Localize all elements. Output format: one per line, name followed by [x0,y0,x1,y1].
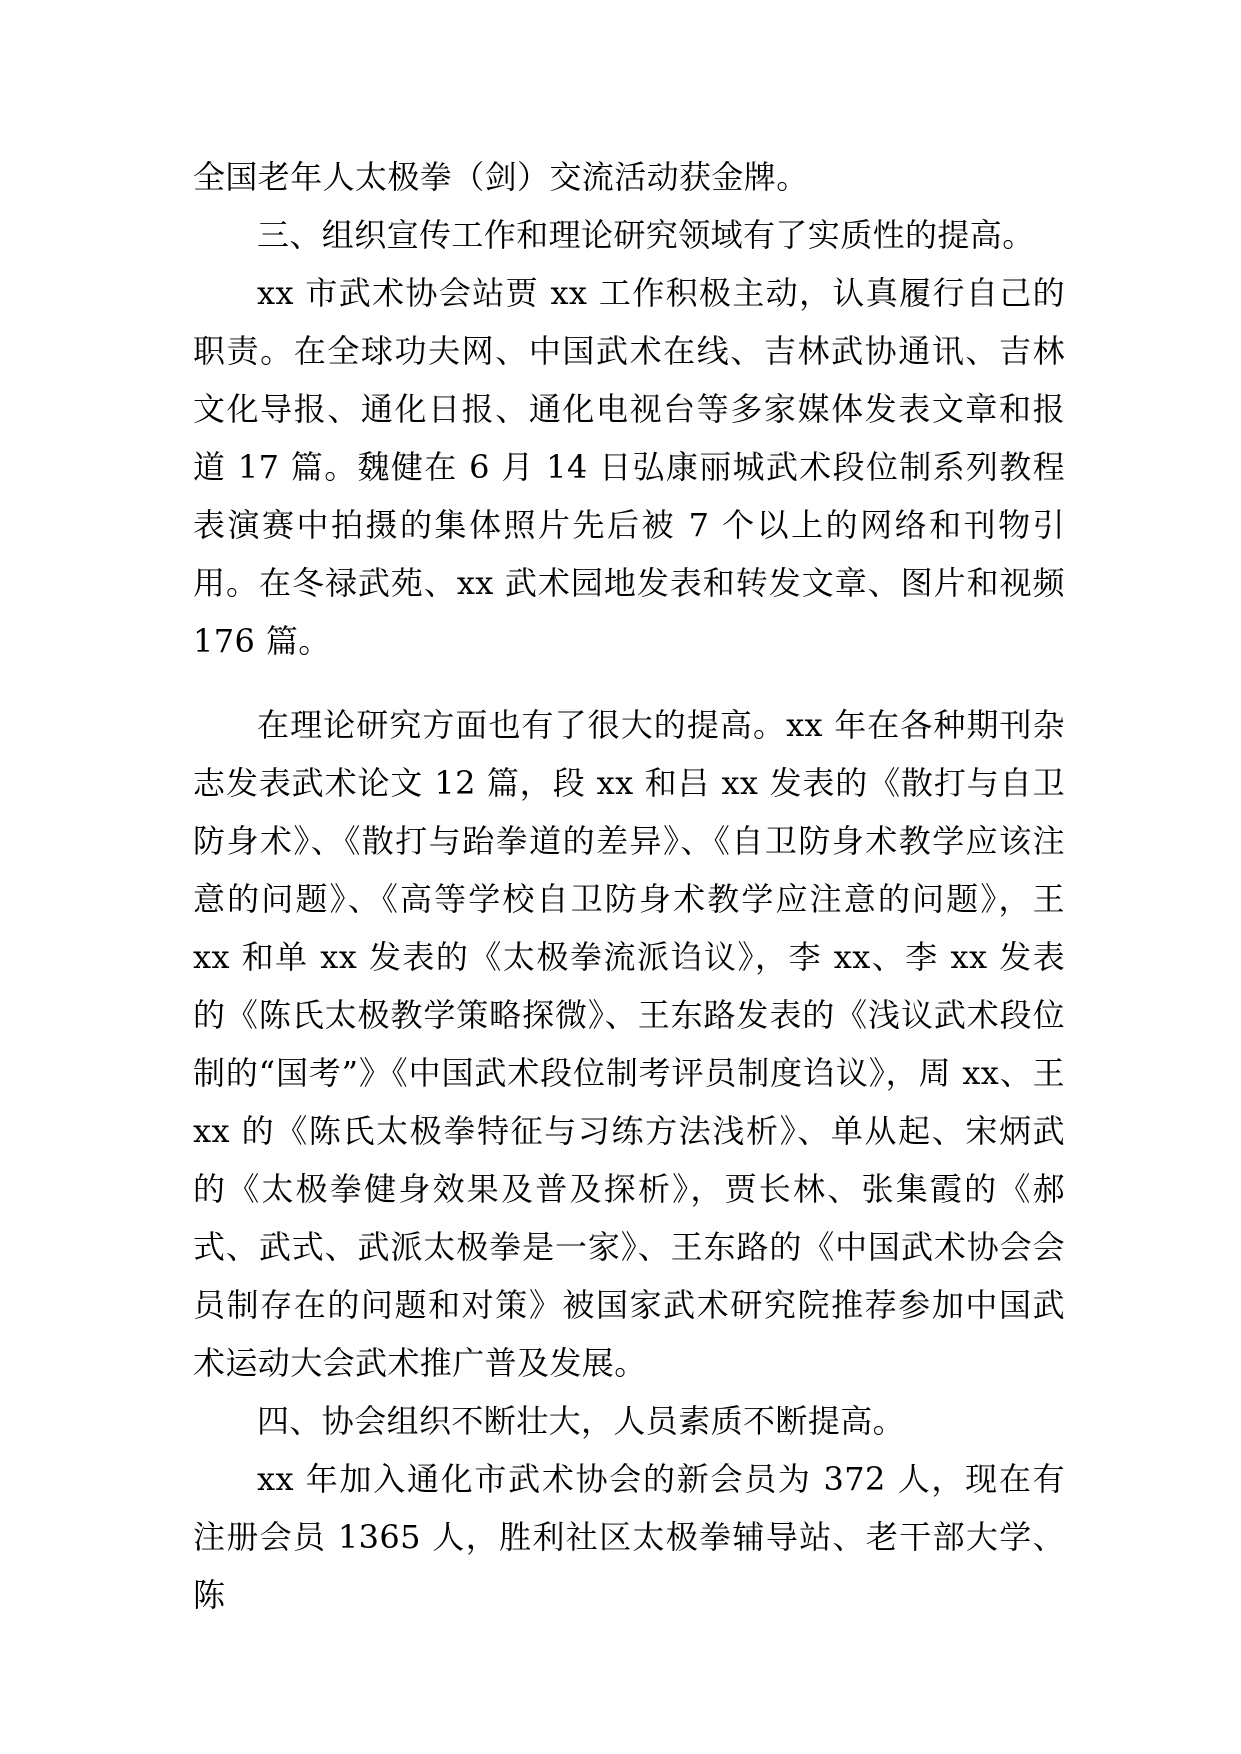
document-body [193,148,1065,1624]
section-heading-four: 四、协会组织不断壮大，人员素质不断提高。 [257,1402,906,1440]
paragraph-continuation: 全国老年人太极拳（剑）交流活动获金牌。 [193,158,809,196]
section-heading-three: 三、组织宣传工作和理论研究领域有了实质性的提高。 [257,216,1035,254]
paragraph-theory-research: 在理论研究方面也有了很大的提高。xx 年在各种期刊杂志发表武术论文 12 篇，段 xx 和吕 xx 发表的《散打与自卫防身术》、《散打与跆拳道的差异》、《自卫防身术教学应该注意的问题》、《高等学校自卫防身术教学应注意的问题》，王 xx 和单 xx 发表的《太极拳流派诌议》，李 xx、李 xx 发表的《陈氏太极教学策略探微》、王东路发表的《浅议武术段位制的“国考”》《中国武术段位制考评员制度诌议》，周 xx、王 xx 的《陈氏太极拳特征与习练方法浅析》、单从起、宋炳武的《太极拳健身效果及普及探析》，贾长林、张集霞的《郝式、武式、武派太极拳是一家》、王东路的《中国武术协会会员制存在的问题和对策》被国家武术研究院推荐参加中国武术运动大会武术推广普及发展。 [193,706,1065,1382]
paragraph-membership: xx 年加入通化市武术协会的新会员为 372 人，现在有注册会员 1365 人，胜利社区太极拳辅导站、老干部大学、陈 [193,1460,1065,1614]
paragraph-publicity-work: xx 市武术协会站贾 xx 工作积极主动，认真履行自己的职责。在全球功夫网、中国武术在线、吉林武协通讯、吉林文化导报、通化日报、通化电视台等多家媒体发表文章和报道 17 篇。魏健在 6 月 14 日弘康丽城武术段位制系列教程表演赛中拍摄的集体照片先后被 7 个以上的网络和刊物引用。在冬禄武苑、xx 武术园地发表和转发文章、图片和视频 176 篇。 [193,274,1065,660]
